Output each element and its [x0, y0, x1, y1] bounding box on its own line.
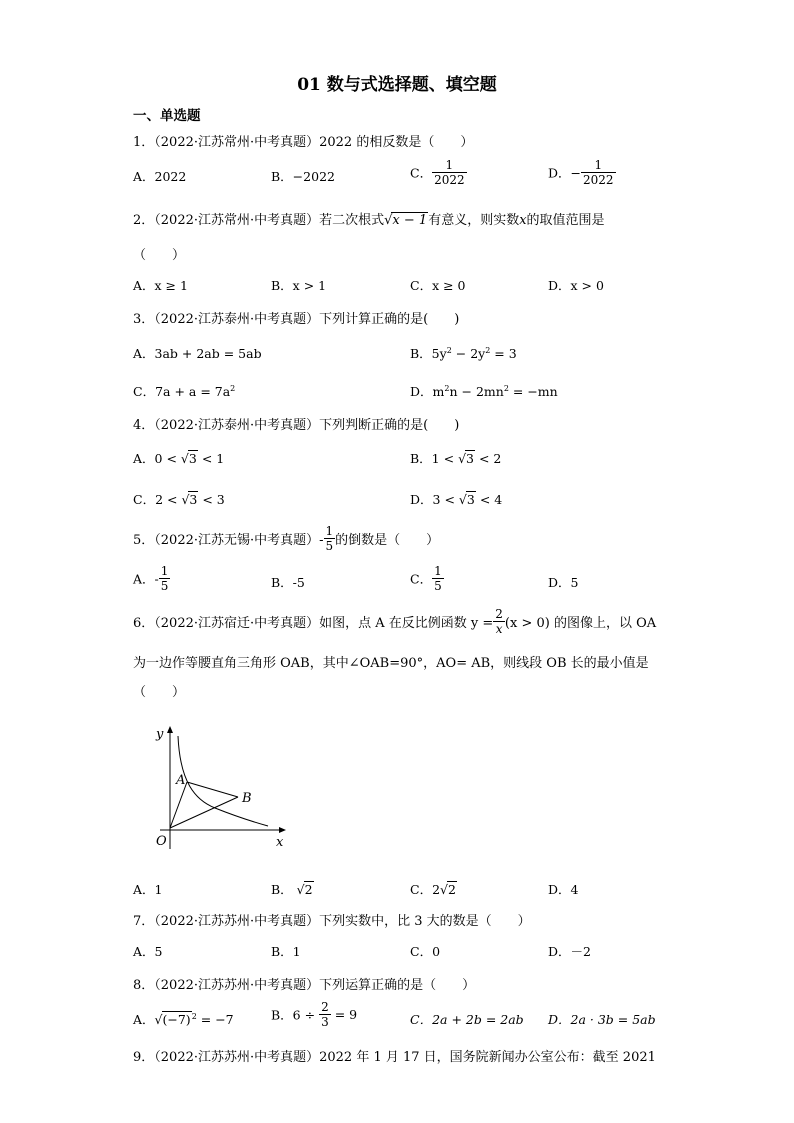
- question-7-stem: 7．（2022·江苏苏州·中考真题）下列实数中，比 3 大的数是（ ）: [133, 914, 531, 929]
- question-5-stem: 5．（2022·江苏无锡·中考真题）- $\frac{1}{5}$ 的倒数是（ ）: [133, 524, 440, 553]
- q5-option-a: A．- $\frac{1}{5}$: [133, 564, 169, 593]
- question-6-paren: （ ）: [133, 685, 186, 700]
- question-9-stem: 9．（2022·江苏苏州·中考真题）2022 年 1 月 17 日，国务院新闻办公室公布：截至 2021: [133, 1050, 656, 1065]
- y-axis-arrow: [167, 726, 173, 733]
- question-3-stem: 3．（2022·江苏泰州·中考真题）下列计算正确的是( ): [133, 312, 460, 327]
- question-1-stem: 1．（2022·江苏常州·中考真题）2022 的相反数是（ ）: [133, 135, 474, 150]
- q3-option-b: B．$5y^2 - 2y^2 = 3$: [410, 345, 517, 361]
- q4-option-a: A．0 < √3 < 1: [133, 451, 225, 466]
- q8-option-a: A．$√(-7)^2 = -7$: [133, 1011, 234, 1027]
- q2-option-a: A．x ≥ 1: [133, 278, 188, 293]
- q8-option-b: B．6 ÷ $\frac{2}{3}$ = 9: [271, 1000, 358, 1029]
- q2-option-d: D．x > 0: [548, 278, 604, 293]
- q6-figure: [140, 722, 290, 852]
- q6-option-a: A．1: [133, 882, 163, 897]
- q5-option-b: B．-5: [271, 575, 305, 590]
- q6-option-c: C．2√2: [410, 882, 456, 897]
- question-6-stem: 6．（2022·江苏宿迁·中考真题）如图，点 A 在反比例函数 y = $\frac{2}{x}$ (x > 0) 的图像上，以 OA: [133, 607, 657, 636]
- section-heading: 一、单选题: [133, 108, 201, 124]
- q7-option-c: C．0: [410, 944, 441, 959]
- q4-option-b: B．1 < √3 < 2: [410, 451, 502, 466]
- q5-option-c: C． $\frac{1}{5}$: [410, 564, 442, 593]
- q8-option-c: C．2a + 2b = 2ab: [410, 1012, 524, 1027]
- q1-option-c: C． $\frac{1}{2022}$: [410, 158, 465, 187]
- q6-option-d: D．4: [548, 882, 579, 897]
- q2-option-c: C．x ≥ 0: [410, 278, 466, 293]
- label-o: O: [156, 834, 167, 849]
- q4-option-c: C．2 < √3 < 3: [133, 492, 225, 507]
- label-a: A: [176, 773, 186, 788]
- q8-option-d: D．2a · 3b = 5ab: [548, 1012, 656, 1027]
- label-b: B: [242, 791, 252, 806]
- question-8-stem: 8．（2022·江苏苏州·中考真题）下列运算正确的是（ ）: [133, 978, 476, 993]
- hyperbola-curve: [178, 736, 268, 826]
- q2-option-b: B．x > 1: [271, 278, 327, 293]
- label-x: x: [276, 835, 284, 850]
- q7-option-a: A．5: [133, 944, 163, 959]
- x-axis-arrow: [279, 827, 286, 833]
- q4-option-d: D．3 < √3 < 4: [410, 492, 503, 507]
- question-2-paren: （ ）: [133, 248, 186, 263]
- q3-option-c: C．$7a + a = 7a^2$: [133, 383, 236, 399]
- q1-option-a: A．2022: [133, 169, 187, 184]
- q3-option-a: A．3ab + 2ab = 5ab: [133, 346, 262, 361]
- q3-option-d: D．$m^2n - 2mn^2 = -mn$: [410, 383, 558, 399]
- q7-option-d: D．－2: [548, 944, 591, 959]
- q1-option-b: B．−2022: [271, 169, 335, 184]
- q6-option-b: B． √2: [271, 882, 313, 897]
- page-title: 01 数与式选择题、填空题: [297, 75, 497, 95]
- q7-option-b: B．1: [271, 944, 301, 959]
- question-4-stem: 4．（2022·江苏泰州·中考真题）下列判断正确的是( ): [133, 418, 460, 433]
- segment-ab: [187, 782, 238, 797]
- question-2-stem: 2．（2022·江苏常州·中考真题）若二次根式√x − 1有意义，则实数x的取值范围是: [133, 213, 605, 228]
- q1-option-d: D．− $\frac{1}{2022}$: [548, 158, 614, 187]
- q5-option-d: D．5: [548, 575, 579, 590]
- label-y: y: [156, 727, 164, 742]
- question-6-line2: 为一边作等腰直角三角形 OAB，其中∠OAB=90°，AO= AB，则线段 OB 长的最小值是: [133, 656, 649, 671]
